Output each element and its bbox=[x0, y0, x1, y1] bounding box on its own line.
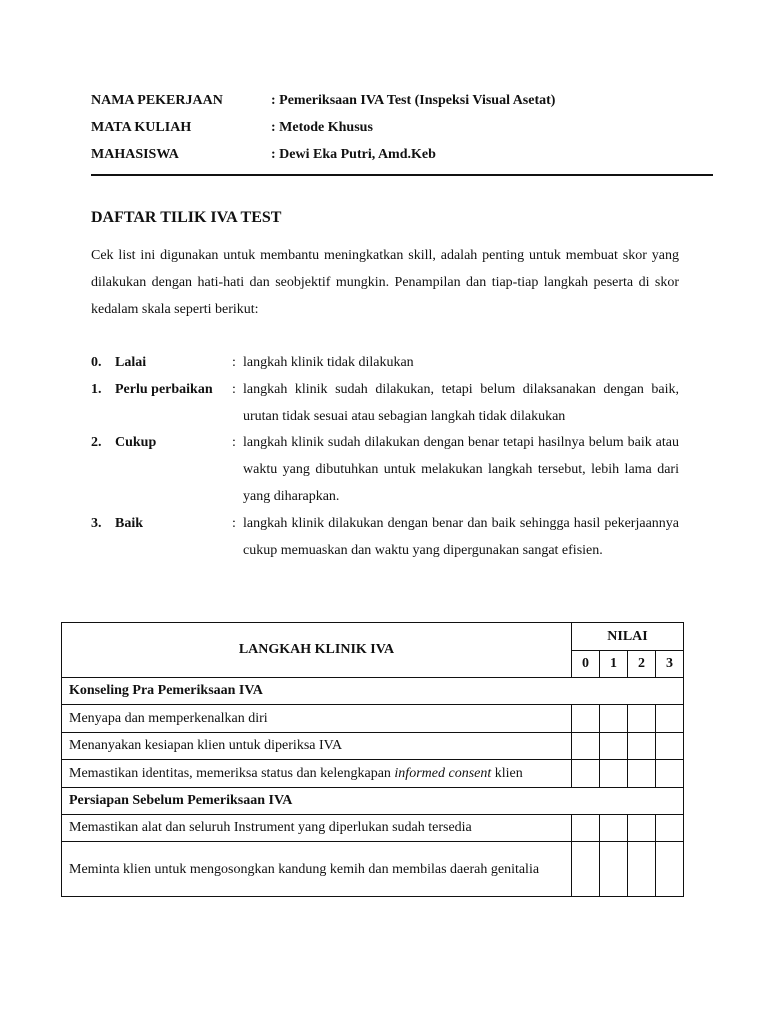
header-value-mata-kuliah: : Metode Khusus bbox=[271, 120, 373, 135]
table-row bbox=[62, 705, 684, 733]
score-cell-0[interactable] bbox=[572, 815, 600, 842]
scale-description: langkah klinik tidak dilakukan bbox=[243, 355, 414, 370]
section-row bbox=[62, 678, 684, 705]
score-column-3: 3 bbox=[656, 651, 684, 678]
table-row bbox=[62, 815, 684, 842]
scale-legend bbox=[91, 350, 679, 564]
score-cell-0[interactable] bbox=[572, 733, 600, 760]
header-label-mahasiswa: MAHASISWA bbox=[91, 147, 179, 162]
scale-number: 2. bbox=[91, 435, 102, 451]
scale-item bbox=[91, 430, 679, 510]
score-cell-2[interactable] bbox=[628, 760, 656, 788]
score-cell-1[interactable] bbox=[600, 705, 628, 733]
score-cell-1[interactable] bbox=[600, 815, 628, 842]
step-text: Meminta klien untuk mengosongkan kandung kemih dan membilas daerah genitalia bbox=[62, 842, 572, 897]
score-column-0: 0 bbox=[572, 651, 600, 678]
table-row bbox=[62, 760, 684, 788]
scale-term: Cukup bbox=[115, 435, 157, 451]
scale-colon: : bbox=[232, 355, 236, 370]
score-cell-3[interactable] bbox=[656, 842, 684, 897]
section-title: Persiapan Sebelum Pemeriksaan IVA bbox=[62, 788, 684, 815]
scale-colon: : bbox=[232, 515, 236, 531]
table-row bbox=[62, 733, 684, 760]
section-title: Konseling Pra Pemeriksaan IVA bbox=[62, 678, 684, 705]
column-header-nilai: NILAI bbox=[572, 623, 684, 651]
scale-item bbox=[91, 350, 679, 377]
scale-number: 1. bbox=[91, 381, 102, 397]
scale-item bbox=[91, 511, 679, 565]
scale-term: Baik bbox=[115, 515, 144, 531]
step-text bbox=[62, 760, 572, 788]
scale-term: Perlu perbaikan bbox=[115, 381, 213, 397]
table-row bbox=[62, 842, 684, 897]
score-cell-2[interactable] bbox=[628, 842, 656, 897]
score-cell-2[interactable] bbox=[628, 815, 656, 842]
score-cell-0[interactable] bbox=[572, 842, 600, 897]
scale-description: langkah klinik sudah dilakukan dengan benar tetapi hasilnya belum baik atau waktu yang dibutuhkan untuk melakukan langkah tersebut, lebih lama dari yang diharapkan. bbox=[243, 435, 679, 504]
step-text-part: klien bbox=[491, 765, 523, 781]
scale-item bbox=[91, 377, 679, 431]
score-cell-3[interactable] bbox=[656, 705, 684, 733]
score-cell-3[interactable] bbox=[656, 815, 684, 842]
score-cell-3[interactable] bbox=[656, 733, 684, 760]
scale-term: Lalai bbox=[115, 355, 147, 370]
score-cell-0[interactable] bbox=[572, 705, 600, 733]
header-value-mahasiswa: : Dewi Eka Putri, Amd.Keb bbox=[271, 147, 436, 162]
intro-paragraph: Cek list ini digunakan untuk membantu meningkatkan skill, adalah penting untuk membuat skor yang dilakukan dengan hati-hati dan seobjektif mungkin. Penampilan dan tiap-tiap langkah peserta di skor kedalam skala seperti berikut: bbox=[91, 248, 679, 317]
step-text: Menyapa dan memperkenalkan diri bbox=[62, 705, 572, 733]
score-column-1: 1 bbox=[600, 651, 628, 678]
scale-number: 3. bbox=[91, 515, 102, 531]
header-label-nama-pekerjaan: NAMA PEKERJAAN bbox=[91, 93, 223, 108]
step-text-part: Memastikan identitas, memeriksa status dan kelengkapan bbox=[69, 765, 395, 781]
document-title: DAFTAR TILIK IVA TEST bbox=[91, 209, 282, 226]
header-label-mata-kuliah: MATA KULIAH bbox=[91, 120, 192, 135]
scale-colon: : bbox=[232, 435, 236, 451]
score-cell-1[interactable] bbox=[600, 842, 628, 897]
score-cell-0[interactable] bbox=[572, 760, 600, 788]
scale-description: langkah klinik dilakukan dengan benar dan baik sehingga hasil pekerjaannya cukup memuaskan dan waktu yang dipergunakan sangat efisien. bbox=[243, 515, 679, 558]
header-value-nama-pekerjaan: : Pemeriksaan IVA Test (Inspeksi Visual Asetat) bbox=[271, 93, 556, 108]
step-text-italic: informed consent bbox=[394, 765, 492, 781]
scale-description: langkah klinik sudah dilakukan, tetapi belum dilaksanakan dengan baik, urutan tidak sesuai atau sebagian langkah tidak dilakukan bbox=[243, 381, 679, 424]
step-text: Memastikan alat dan seluruh Instrument yang diperlukan sudah tersedia bbox=[62, 815, 572, 842]
step-text: Menanyakan kesiapan klien untuk diperiksa IVA bbox=[62, 733, 572, 760]
score-cell-2[interactable] bbox=[628, 705, 656, 733]
score-cell-2[interactable] bbox=[628, 733, 656, 760]
scale-number: 0. bbox=[91, 355, 102, 370]
header-divider bbox=[91, 174, 713, 176]
scale-colon: : bbox=[232, 381, 236, 397]
score-column-2: 2 bbox=[628, 651, 656, 678]
score-cell-1[interactable] bbox=[600, 760, 628, 788]
score-cell-3[interactable] bbox=[656, 760, 684, 788]
checklist-table bbox=[61, 622, 684, 897]
column-header-langkah: LANGKAH KLINIK IVA bbox=[62, 623, 572, 678]
score-cell-1[interactable] bbox=[600, 733, 628, 760]
section-row bbox=[62, 788, 684, 815]
